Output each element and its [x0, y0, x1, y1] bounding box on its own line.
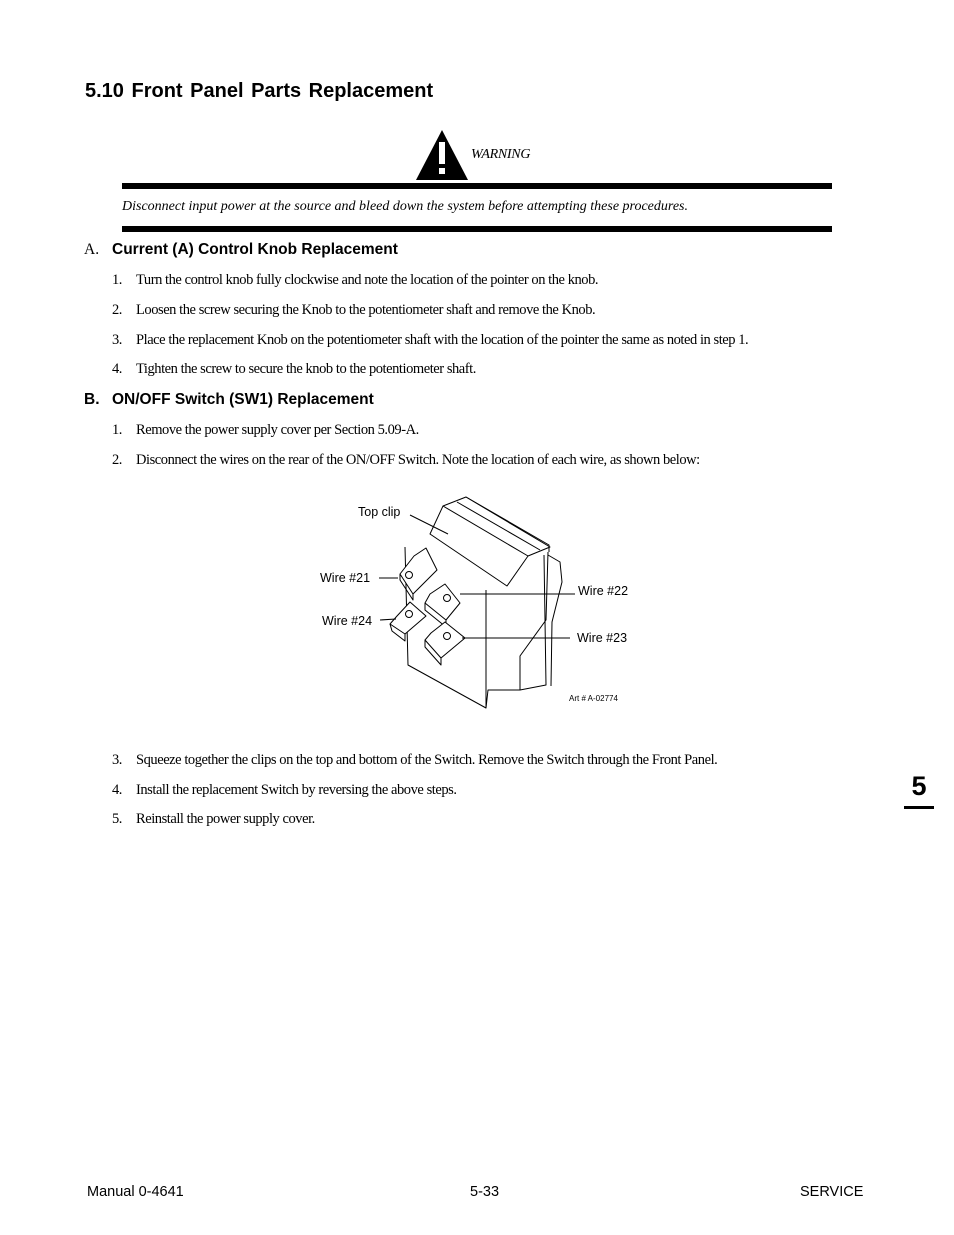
- step-number: 2.: [112, 452, 122, 468]
- side-clip: [548, 555, 562, 686]
- chapter-number: 5: [911, 771, 927, 801]
- warning-bottom-rule: [122, 226, 832, 232]
- step-text: Disconnect the wires on the rear of the ON/OFF Switch. Note the location of each wire, as shown below:: [136, 452, 700, 468]
- footer-manual-number: Manual 0-4641: [87, 1184, 184, 1200]
- footer-section-name: SERVICE: [800, 1184, 864, 1200]
- step-number: 3.: [112, 332, 122, 348]
- list-item: [112, 811, 315, 828]
- list-item: [112, 361, 476, 378]
- subsection-b-title: ON/OFF Switch (SW1) Replacement: [112, 391, 374, 408]
- subsection-b-letter: B.: [84, 391, 100, 408]
- chapter-tab: [904, 770, 934, 809]
- label-top-clip: Top clip: [358, 505, 401, 519]
- section-title-text: Front Panel Parts Replacement: [131, 80, 434, 102]
- terminal-23: [425, 622, 465, 665]
- list-item: [112, 422, 419, 439]
- warning-top-rule: [122, 183, 832, 189]
- step-text: Turn the control knob fully clockwise and note the location of the pointer on the knob.: [136, 272, 599, 288]
- step-number: 2.: [112, 302, 122, 318]
- rocker-top: [443, 497, 550, 556]
- section-title: [85, 80, 433, 103]
- subsection-a-title: Current (A) Control Knob Replacement: [112, 241, 398, 258]
- step-text: Reinstall the power supply cover.: [136, 811, 315, 827]
- art-number: Art # A-02774: [569, 694, 618, 703]
- step-number: 4.: [112, 782, 122, 798]
- step-number: 3.: [112, 752, 122, 768]
- step-text: Remove the power supply cover per Section 5.09-A.: [136, 422, 419, 438]
- footer-page-number: 5-33: [470, 1184, 500, 1200]
- label-wire21: Wire #21: [320, 571, 371, 585]
- label-wire23: Wire #23: [577, 631, 628, 645]
- step-text: Install the replacement Switch by reversing the above steps.: [136, 782, 457, 798]
- subsection-b-heading: [84, 391, 374, 409]
- section-number: 5.10: [85, 80, 124, 102]
- list-item: [112, 782, 457, 799]
- label-wire22: Wire #22: [578, 584, 629, 598]
- step-text: Place the replacement Knob on the potentiometer shaft with the location of the pointer the same as noted in step 1.: [136, 332, 749, 348]
- terminal-24: [390, 602, 426, 641]
- list-item: [112, 452, 700, 469]
- list-item: [112, 272, 598, 289]
- warning-header: [414, 128, 530, 182]
- leader-top-clip: [410, 515, 448, 534]
- warning-text: Disconnect input power at the source and bleed down the system before attempting these procedures.: [122, 199, 688, 214]
- label-wire24: Wire #24: [322, 614, 373, 628]
- subsection-a-letter: A.: [84, 241, 100, 258]
- step-number: 1.: [112, 272, 122, 288]
- warning-label: WARNING: [471, 147, 531, 162]
- terminal-22: [425, 584, 460, 627]
- step-number: 5.: [112, 811, 122, 827]
- step-text: Squeeze together the clips on the top and bottom of the Switch. Remove the Switch through the Front Panel.: [136, 752, 718, 768]
- list-item: [112, 332, 748, 349]
- step-number: 4.: [112, 361, 122, 377]
- step-number: 1.: [112, 422, 122, 438]
- list-item: [112, 752, 717, 769]
- step-text: Loosen the screw securing the Knob to the potentiometer shaft and remove the Knob.: [136, 302, 596, 318]
- subsection-a-heading: [84, 241, 398, 259]
- warning-triangle-icon: [414, 128, 470, 182]
- list-item: [112, 302, 595, 319]
- switch-wiring-diagram: [300, 490, 660, 720]
- step-text: Tighten the screw to secure the knob to the potentiometer shaft.: [136, 361, 476, 377]
